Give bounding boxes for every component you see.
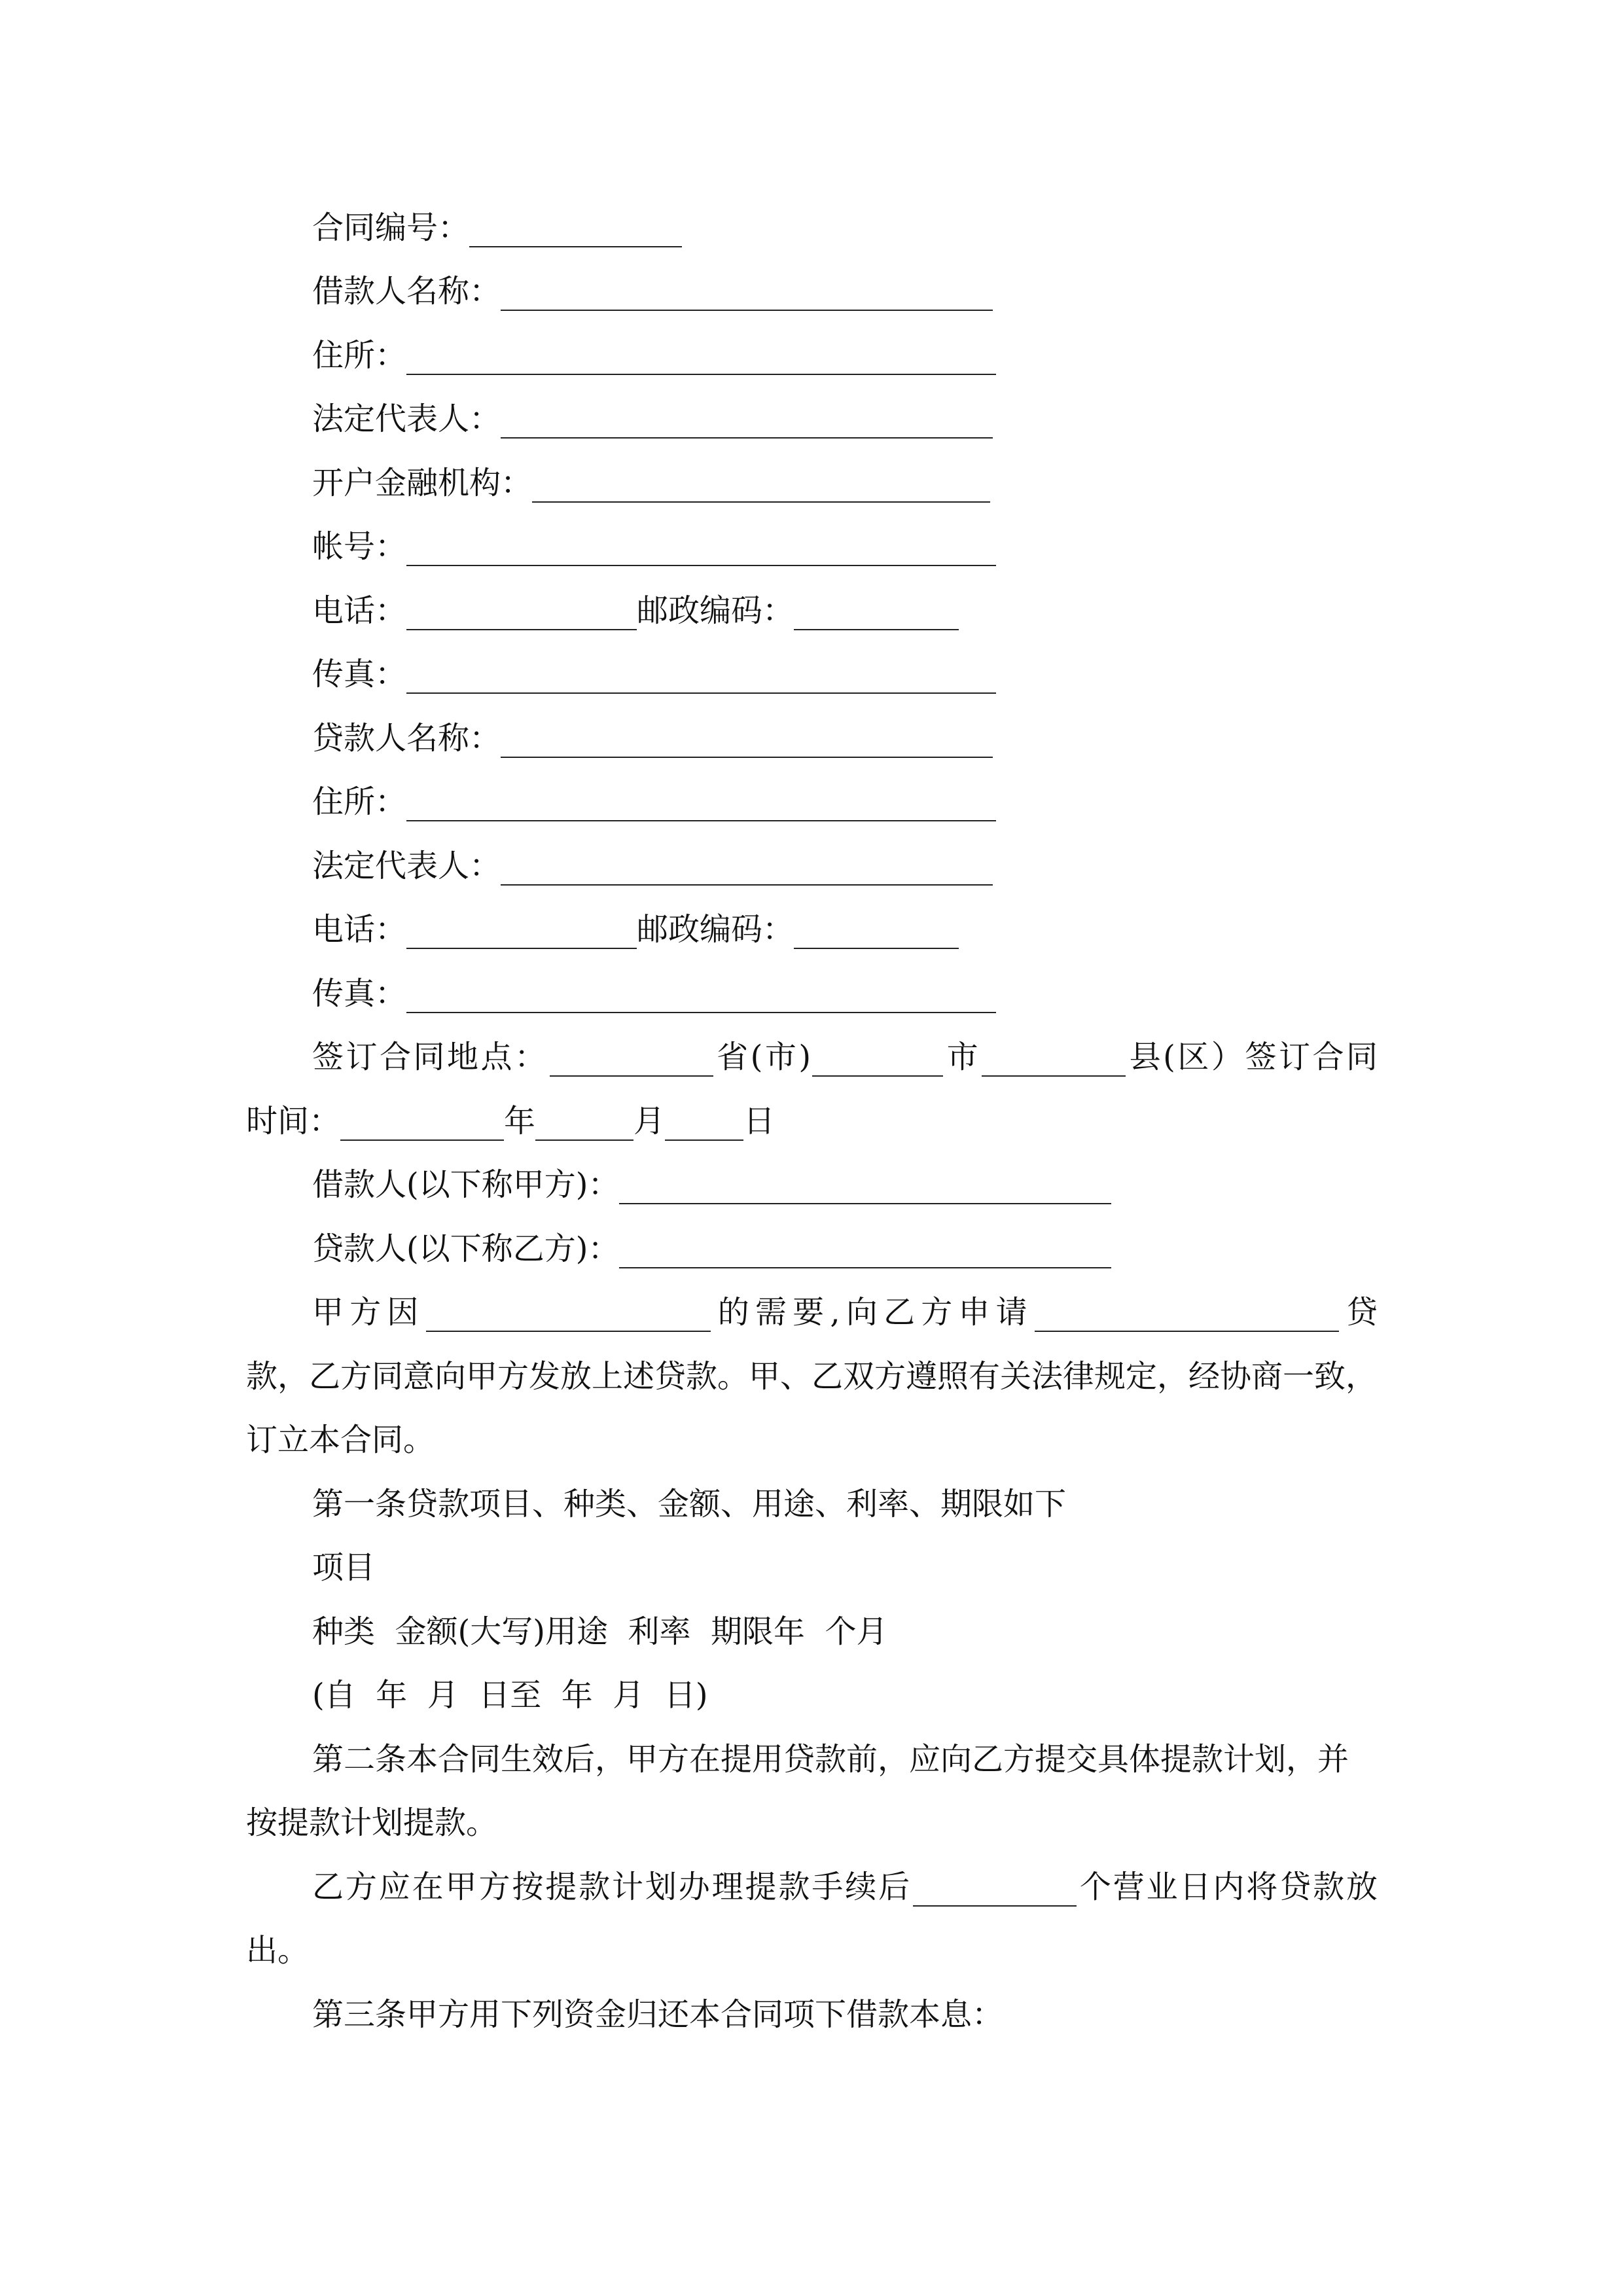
preamble-text-1: 甲方因 [312,1294,425,1331]
province-blank[interactable] [550,1037,713,1077]
article2-text-2: 个营业日内将贷款放 [1077,1869,1378,1905]
article3-heading: 第三条甲方用下列资金归还本合同项下借款本息： [312,1996,1004,2033]
city-label: 市 [944,1039,981,1075]
borrower-address-blank[interactable] [406,336,996,375]
borrower-postcode-label: 邮政编码： [637,592,794,629]
party-a-label: 借款人(以下称甲方)： [312,1166,620,1203]
lender-address-blank[interactable] [406,782,996,821]
signing-time-label: 时间： [246,1103,341,1139]
bank-blank[interactable] [532,463,990,503]
borrower-fax-row [312,655,996,694]
lender-phone-blank[interactable] [406,910,637,949]
borrower-rep-row [312,399,993,439]
lender-fax-row [312,974,996,1013]
lender-phone-label: 电话： [312,911,407,948]
article2-line2: 按提款计划提款。 [246,1804,498,1841]
article1-period: (自 年 月 日至 年 月 日) [312,1677,708,1713]
month-blank[interactable] [535,1102,633,1141]
borrower-phone-row [312,591,959,630]
county-label: 县(区） [1127,1039,1245,1075]
borrower-postcode-blank[interactable] [794,591,959,630]
borrower-fax-blank[interactable] [406,655,996,694]
borrower-name-label: 借款人名称： [312,273,501,310]
borrower-rep-blank[interactable] [501,399,993,439]
province-label: 省(市) [714,1039,812,1075]
purpose-blank[interactable] [426,1293,711,1332]
account-label: 帐号： [312,528,407,565]
party-b-blank[interactable] [619,1229,1111,1268]
borrower-name-blank[interactable] [501,272,993,311]
article2-line3 [312,1867,1378,1907]
lender-name-blank[interactable] [501,719,993,758]
article1-heading: 第一条贷款项目、种类、金额、用途、利率、期限如下 [312,1486,1067,1522]
borrower-address-row [312,336,996,375]
contract-no-blank[interactable] [469,208,682,247]
borrower-name-row [312,272,993,311]
lender-postcode-blank[interactable] [794,910,959,949]
party-b-row [312,1229,1111,1268]
article2-text-1: 乙方应在甲方按提款计划办理提款手续后 [312,1869,912,1905]
lender-name-row [312,719,993,758]
lender-fax-label: 传真： [312,975,407,1012]
lender-rep-row [312,846,993,886]
year-blank[interactable] [340,1102,504,1141]
month-label: 月 [633,1103,666,1139]
county-blank[interactable] [982,1037,1126,1077]
lender-name-label: 贷款人名称： [312,720,501,757]
bank-label: 开户金融机构： [312,465,533,501]
bank-row [312,463,990,503]
party-a-blank[interactable] [619,1165,1111,1204]
year-label: 年 [504,1103,536,1139]
signing-time-prefix: 签订合同 [1245,1039,1378,1075]
business-days-blank[interactable] [913,1867,1077,1907]
account-blank[interactable] [406,527,996,566]
account-row [312,527,996,566]
preamble-line3: 订立本合同。 [246,1422,435,1458]
lender-phone-row [312,910,959,949]
signing-place-row [312,1037,1378,1077]
borrower-rep-label: 法定代表人： [312,401,501,437]
lender-postcode-label: 邮政编码： [637,911,794,948]
article1-project: 项目 [312,1549,376,1586]
lender-fax-blank[interactable] [406,974,996,1013]
preamble-line1 [312,1293,1378,1332]
article2-line1: 第二条本合同生效后，甲方在提用贷款前，应向乙方提交具体提款计划，并 [312,1741,1349,1778]
signing-place-label: 签订合同地点： [312,1039,548,1075]
contract-no-label: 合同编号： [312,209,470,246]
article2-line4: 出。 [246,1932,310,1969]
preamble-text-3: 贷 [1340,1294,1378,1331]
party-a-row [312,1165,1111,1204]
borrower-phone-blank[interactable] [406,591,637,630]
loan-type-blank[interactable] [1035,1293,1339,1332]
signing-time-row [246,1102,775,1141]
article1-columns: 种类 金额(大写)用途 利率 期限年 个月 [312,1613,888,1650]
preamble-line2: 款，乙方同意向甲方发放上述贷款。甲、乙双方遵照有关法律规定，经协商一致， [246,1358,1378,1395]
borrower-phone-label: 电话： [312,592,407,629]
lender-address-row [312,782,996,821]
preamble-text-2: 的需要,向乙方申请 [711,1294,1033,1331]
city-blank[interactable] [812,1037,943,1077]
borrower-address-label: 住所： [312,337,407,374]
contract-no-row [312,208,682,247]
party-b-label: 贷款人(以下称乙方)： [312,1230,620,1267]
lender-address-label: 住所： [312,783,407,820]
lender-rep-label: 法定代表人： [312,848,501,884]
borrower-fax-label: 传真： [312,656,407,692]
lender-rep-blank[interactable] [501,846,993,886]
day-blank[interactable] [665,1102,743,1141]
day-label: 日 [743,1103,776,1139]
